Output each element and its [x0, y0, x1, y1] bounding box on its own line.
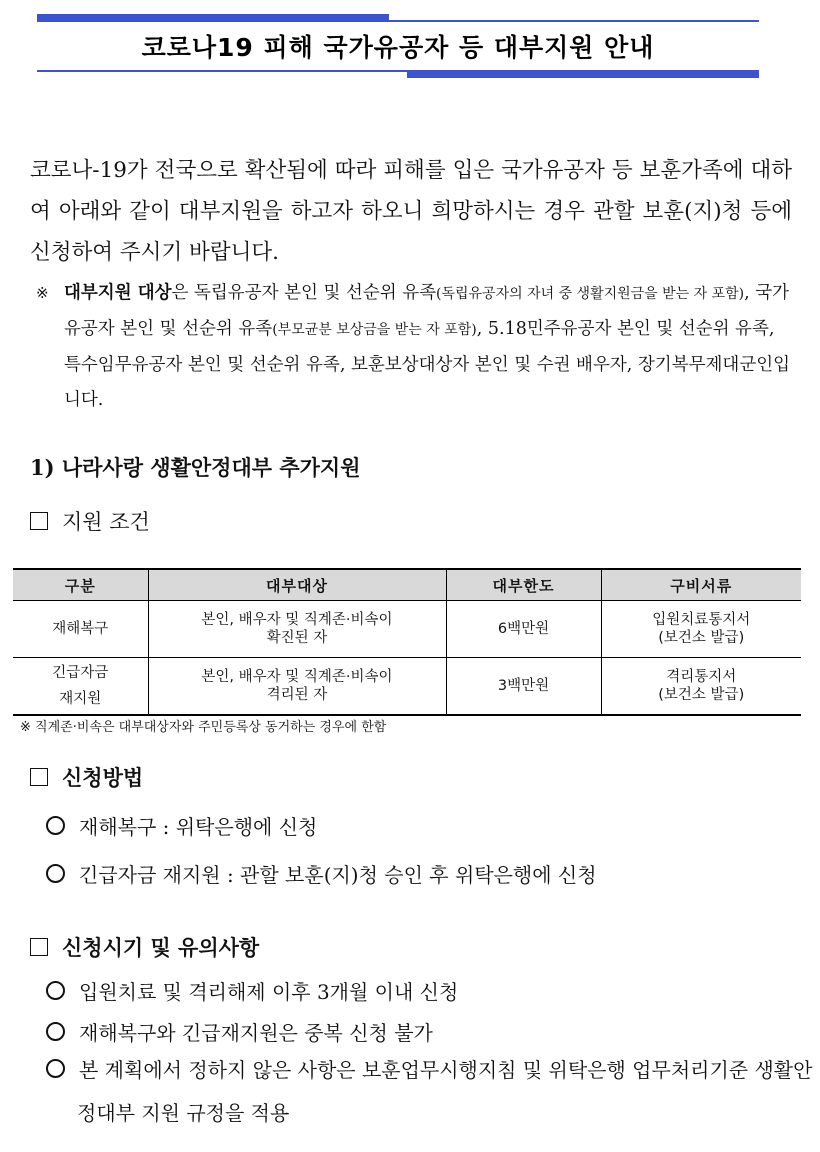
column-header: 구분	[13, 569, 148, 601]
cell-type: 긴급자금 재지원	[13, 658, 148, 716]
cell-target: 본인, 배우자 및 직계존·비속이 확진된 자	[148, 601, 446, 658]
list-item-text: 긴급자금 재지원 : 관할 보훈(지)청 승인 후 위탁은행에 신청	[79, 863, 597, 887]
table-footnote: ※ 직계존·비속은 대부대상자와 주민등록상 동거하는 경우에 한함	[20, 720, 387, 735]
timing-heading-label: 신청시기 및 유의사항	[62, 935, 260, 960]
note-small-1: (독립유공자의 자녀 중 생활지원금을 받는 자 포함)	[436, 286, 745, 302]
list-item	[46, 1017, 433, 1046]
cell-limit: 6백만원	[446, 601, 601, 658]
list-item-text: 재해복구와 긴급재지원은 중복 신청 불가	[79, 1021, 433, 1045]
column-header: 구비서류	[601, 569, 801, 601]
title-rule-bottom	[37, 70, 407, 72]
column-header: 대부한도	[446, 569, 601, 601]
apply-heading	[30, 762, 143, 792]
cell-limit: 3백만원	[446, 658, 601, 716]
conditions-table	[13, 568, 801, 716]
table-row	[13, 601, 801, 658]
checkbox-square-icon	[30, 768, 48, 786]
note-text-1: 은 독립유공자 본인 및 선순위 유족	[171, 283, 437, 303]
circle-bullet-icon	[46, 1022, 65, 1041]
note-text-3: , 5.18민주유공자 본인 및 선순위 유족, 특수임무유공자 본인 및 선순위 유족, 보훈보상대상자 본인 및 수권 배우자, 장기복무제대군인입니다.	[64, 319, 791, 410]
section-heading: 1) 나라사랑 생활안정대부 추가지원	[30, 455, 361, 480]
cell-docs: 격리통지서 (보건소 발급)	[601, 658, 801, 716]
note-small-2: (부모균분 보상금을 받는 자 포함)	[272, 322, 477, 338]
list-item	[46, 811, 317, 840]
note-label: 대부지원 대상	[64, 283, 172, 303]
circle-bullet-icon	[46, 864, 65, 883]
circle-bullet-icon	[46, 816, 65, 835]
conditions-heading	[30, 506, 150, 536]
checkbox-square-icon	[30, 938, 48, 956]
column-header: 대부대상	[148, 569, 446, 601]
table-header-row	[13, 569, 801, 601]
cell-type: 재해복구	[13, 601, 148, 658]
intro-paragraph: 코로나-19가 전국으로 확산됨에 따라 피해를 입은 국가유공자 등 보훈가족에 대하여 아래와 같이 대부지원을 하고자 하오니 희망하시는 경우 관할 보훈(지)청 등에 신청하여 주시기 바랍니다.	[30, 158, 792, 265]
cell-target: 본인, 배우자 및 직계존·비속이 격리된 자	[148, 658, 446, 716]
page-title: 코로나19 피해 국가유공자 등 대부지원 안내	[141, 33, 655, 62]
list-item	[46, 859, 597, 888]
conditions-label: 지원 조건	[62, 510, 150, 534]
apply-heading-label: 신청방법	[62, 765, 144, 790]
title-rule-top	[389, 20, 759, 22]
table-row	[13, 658, 801, 716]
list-item-text: 재해복구 : 위탁은행에 신청	[79, 815, 318, 839]
circle-bullet-icon	[46, 1059, 65, 1078]
note-text-2: , 국가유공자 본인 및 선순위 유족	[64, 283, 790, 339]
title-banner	[37, 14, 759, 80]
timing-heading	[30, 932, 259, 962]
cell-docs: 입원치료통지서 (보건소 발급)	[601, 601, 801, 658]
title-bar-bottom	[407, 70, 759, 78]
list-item-text: 본 계획에서 정하지 않은 사항은 보훈업무시행지침 및 위탁은행 업무처리기준 생활안정대부 지원 규정을 적용	[77, 1058, 813, 1125]
eligibility-note	[36, 276, 792, 418]
list-item	[46, 1049, 820, 1135]
list-item-text: 입원치료 및 격리해제 이후 3개월 이내 신청	[79, 980, 459, 1004]
circle-bullet-icon	[46, 981, 65, 1000]
reference-mark: ※	[36, 284, 49, 302]
title-bar-top	[37, 14, 389, 22]
checkbox-square-icon	[30, 512, 48, 530]
list-item	[46, 976, 458, 1005]
